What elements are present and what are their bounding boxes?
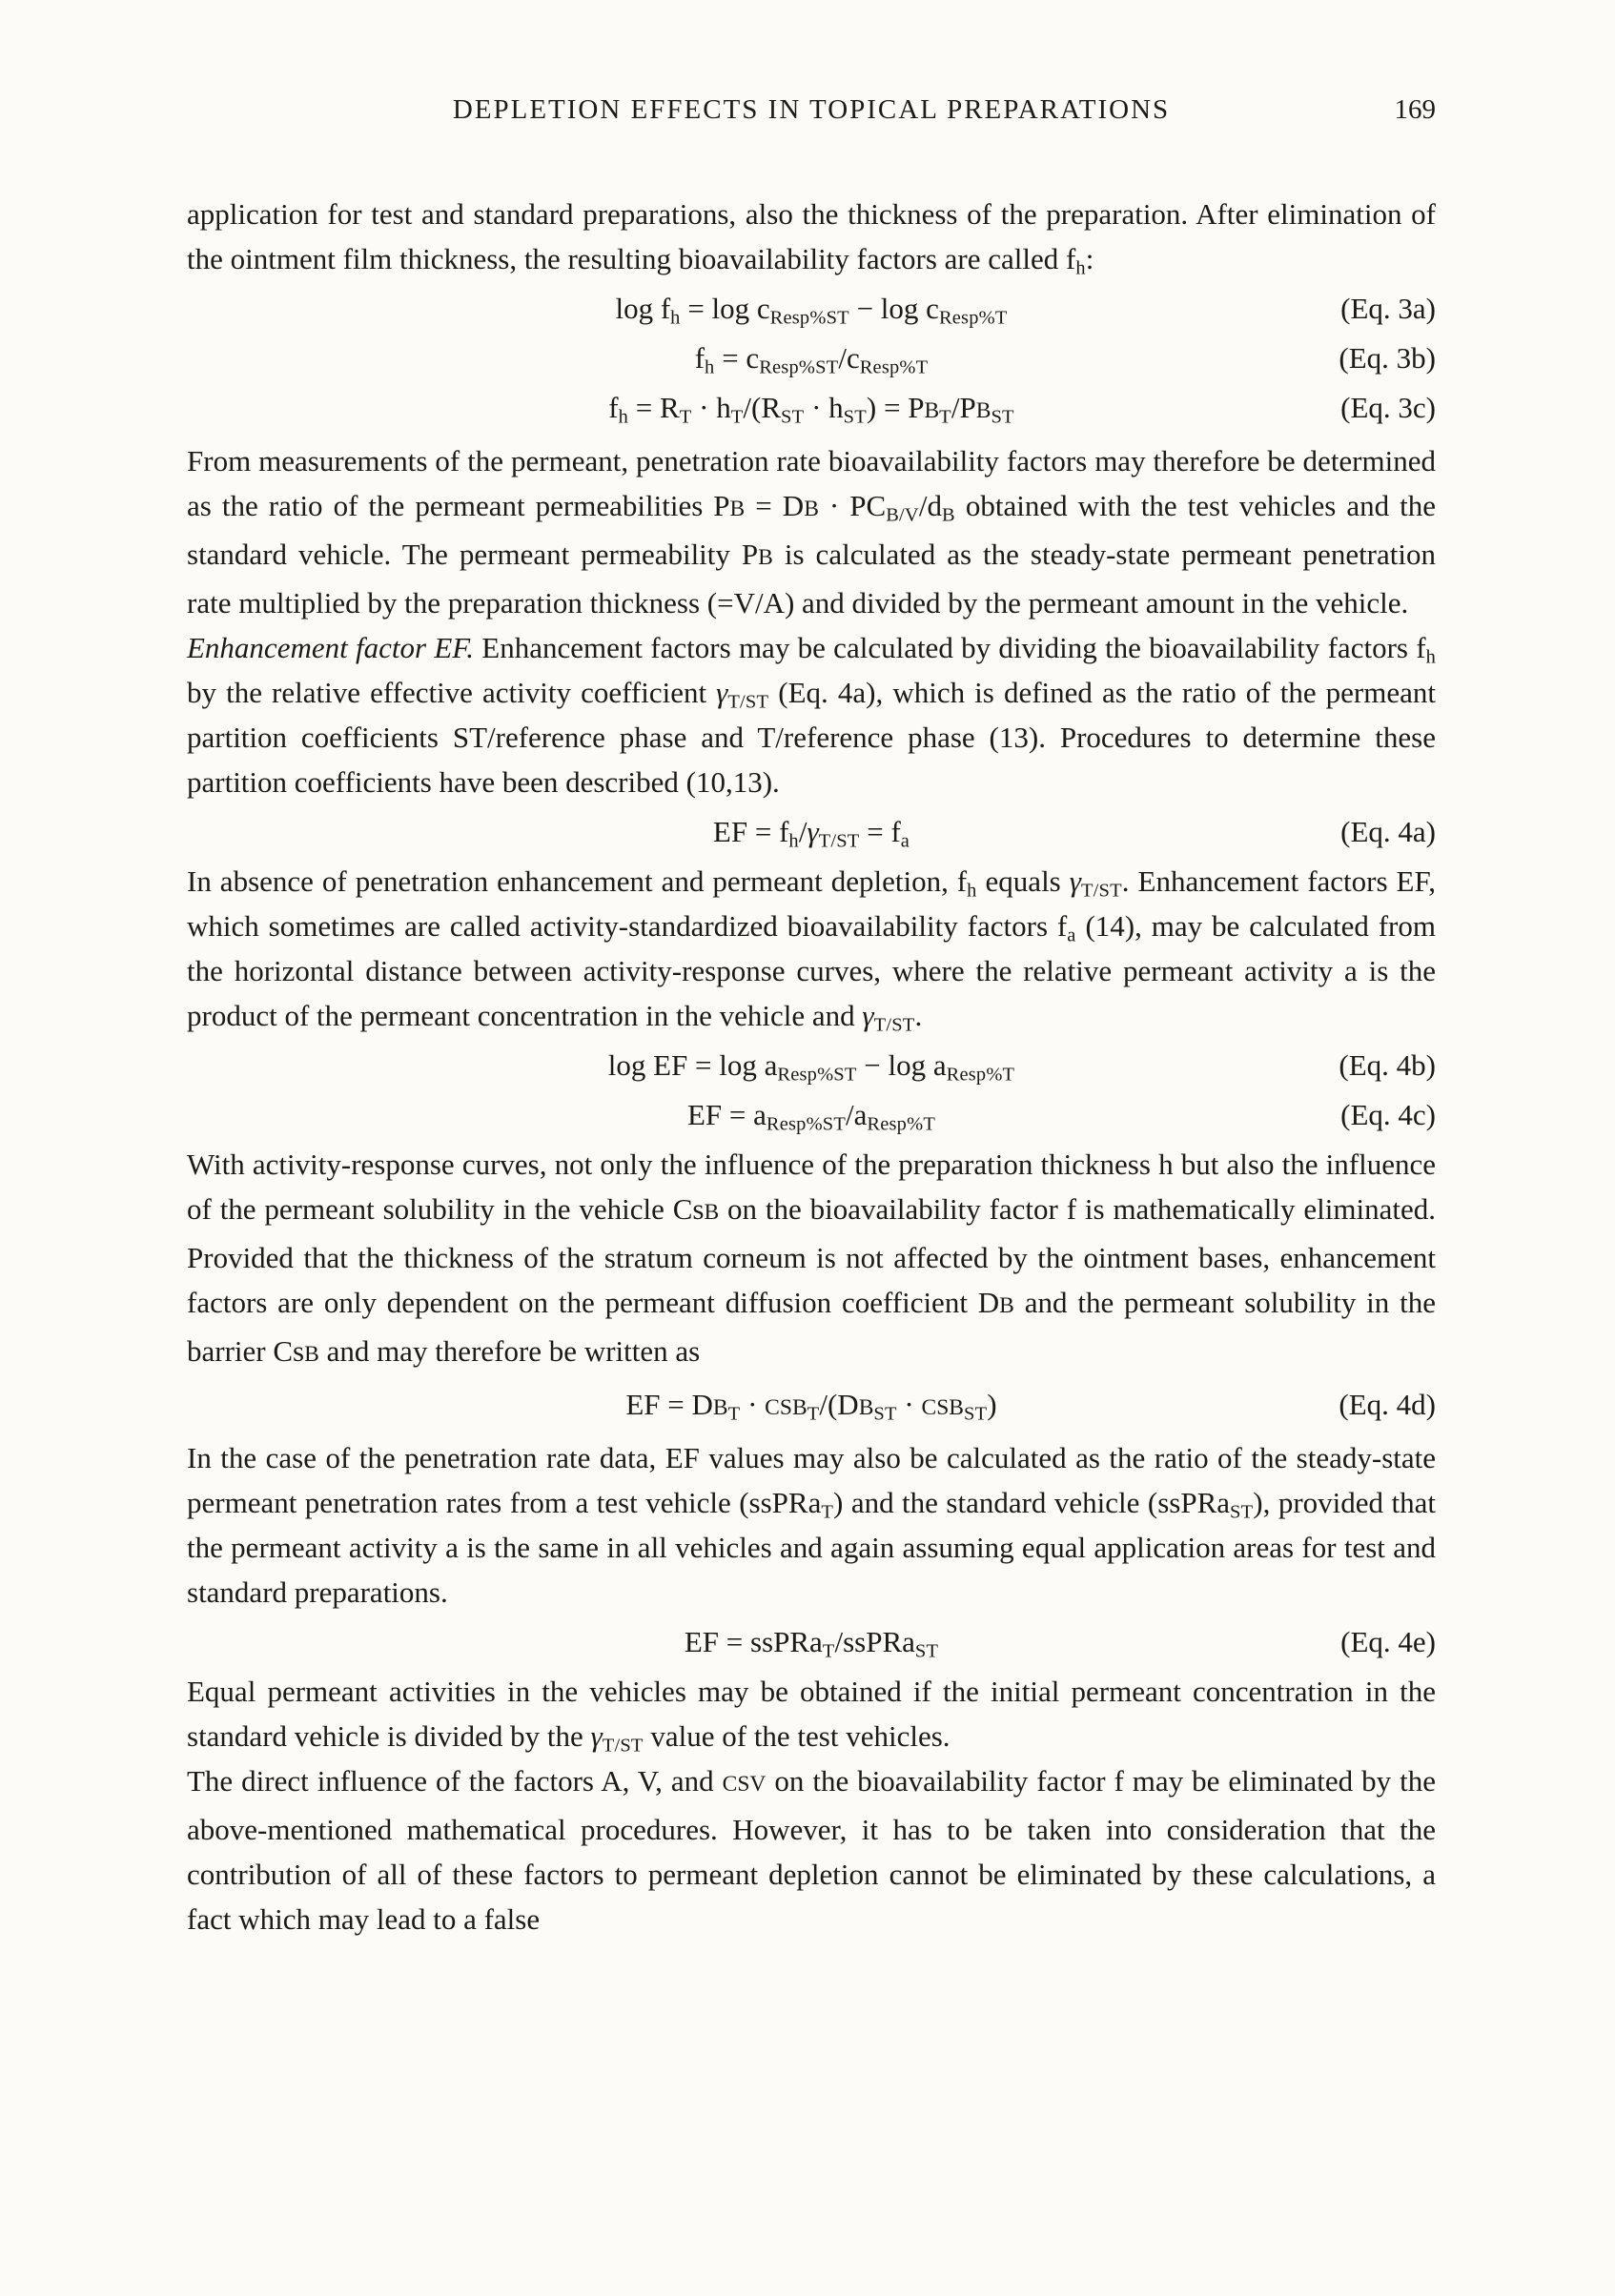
equation-label: (Eq. 4a) bbox=[1340, 815, 1436, 848]
equation-label: (Eq. 3c) bbox=[1340, 391, 1436, 424]
equation bbox=[187, 1382, 1436, 1431]
equation-formula: EF = $a_{Resp\%ST}/a_{Resp\%T}$ bbox=[686, 1098, 936, 1135]
paragraph: From measurements of the permeant, penetration rate bioavailability factors may therefore be determined as the ratio of the permeant permeabilities PB = DB · $PC_{B/V}/d_B$ obtained with the test vehicles and the standard vehicle. The permeant permeability PB is calculated as the steady-state permeant penetration rate multiplied by the preparation thickness (=V/A) and divided by the permeant amount in the vehicle. bbox=[187, 444, 1436, 620]
equation bbox=[187, 335, 1436, 380]
paragraph: The direct influence of the factors A, V, and CSV on the bioavailability factor f may be eliminated by the above-mentioned mathematical procedures. However, it has to be taken into consideration that the contribution of all of these factors to permeant depletion cannot be eliminated by these calculations, a fact which may lead to a false bbox=[187, 1764, 1436, 1936]
paragraph: In absence of penetration enhancement and permeant depletion, $f_h$ equals $\gamma_{T/ST}$. Enhancement factors EF, which sometimes are called activity-standardized bioavailability factors $f_a$ (14), may be calculated from the horizontal distance between activity-response curves, where the relative permeant activity a is the product of the permeant concentration in the vehicle and $\gamma_{T/ST}$. bbox=[187, 864, 1436, 1036]
paragraph: In the case of the penetration rate data, EF values may also be calculated as the ratio of the steady-state permeant penetration rates from a test vehicle (ssPRa$_T$) and the standard vehicle (ssPRa$_{ST}$), provided that the permeant activity a is the same in all vehicles and again assuming equal application areas for test and standard preparations. bbox=[187, 1441, 1436, 1609]
equation-label: (Eq. 3a) bbox=[1340, 292, 1436, 325]
equation-formula: $\log f_h = \log c_{Resp\%ST} - \log c_{Resp\%T}$ bbox=[615, 292, 1008, 329]
equation-label: (Eq. 4e) bbox=[1340, 1625, 1436, 1658]
equation bbox=[187, 1043, 1436, 1087]
equation-formula: $f_h = R_T \cdot h_T/(R_{ST} \cdot h_{ST}) = PB_T/PB_{ST}$ bbox=[608, 391, 1014, 428]
equation bbox=[187, 1619, 1436, 1664]
paragraph: Enhancement factor EF. Enhancement factors may be calculated by dividing the bioavailability factors $f_h$ by the relative effective activity coefficient $\gamma_{T/ST}$ (Eq. 4a), which is defined as the ratio of the permeant partition coefficients ST/reference phase and T/reference phase (13). Procedures to determine these partition coefficients have been described (10,13). bbox=[187, 631, 1437, 799]
equation bbox=[187, 385, 1436, 434]
page-content bbox=[187, 192, 1436, 1941]
equation-formula: EF = $f_h/\gamma_{T/ST} = f_a$ bbox=[712, 815, 910, 852]
equation-formula: EF = $DB_T \cdot CSB_T/(DB_{ST} \cdot CSB_{ST})$ bbox=[625, 1388, 997, 1425]
paragraph: application for test and standard preparations, also the thickness of the preparation. After elimination of the ointment film thickness, the resulting bioavailability factors are called $f_h$: bbox=[187, 197, 1436, 279]
equation-formula: log EF = $\log a_{Resp\%ST} - \log a_{Resp\%T}$ bbox=[607, 1048, 1015, 1086]
paragraph: With activity-response curves, not only the influence of the preparation thickness h but also the influence of the permeant solubility in the vehicle CsB on the bioavailability factor f is mathematically eliminated. Provided that the thickness of the stratum corneum is not affected by the ointment bases, enhancement factors are only dependent on the permeant diffusion coefficient DB and the permeant solubility in the barrier CsB and may therefore be written as bbox=[187, 1148, 1436, 1368]
running-head-title: DEPLETION EFFECTS IN TOPICAL PREPARATIONS bbox=[452, 94, 1171, 125]
equation bbox=[187, 809, 1436, 854]
equation-label: (Eq. 4b) bbox=[1339, 1048, 1436, 1082]
equation-formula: EF = ssPRa$_T$/ssPRa$_{ST}$ bbox=[684, 1625, 939, 1662]
equation bbox=[187, 286, 1436, 331]
equation-label: (Eq. 3b) bbox=[1339, 341, 1436, 375]
equation-formula: $f_h = c_{Resp\%ST}/c_{Resp\%T}$ bbox=[694, 341, 929, 378]
equation bbox=[187, 1092, 1436, 1137]
paragraph: Equal permeant activities in the vehicles may be obtained if the initial permeant concentration in the standard vehicle is divided by the $\gamma_{T/ST}$ value of the test vehicles. bbox=[187, 1675, 1436, 1757]
equation-label: (Eq. 4c) bbox=[1340, 1098, 1436, 1131]
running-head bbox=[187, 88, 1436, 132]
page-number: 169 bbox=[1394, 94, 1436, 125]
equation-label: (Eq. 4d) bbox=[1339, 1388, 1436, 1421]
